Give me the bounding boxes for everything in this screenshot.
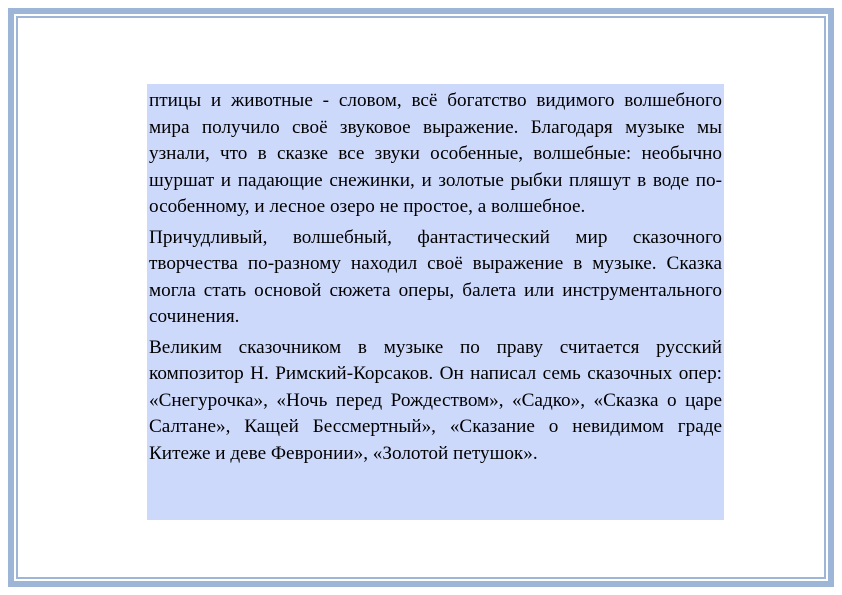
paragraph-1: птицы и животные - словом, всё богатство видимого волшебного мира получило своё звуковое выражение. Благодаря музыке мы узнали, что в сказке все звуки особенные, волшебные: необычно шуршат и падающие снежинки, и золотые рыбки пляшут в воде по-особенному, и лесное озеро не простое, а волшебное. <box>149 90 722 217</box>
paragraph-3: Великим сказочником в музыке по праву считается русский композитор Н. Римский-Корсаков. Он написал семь сказочных опер: «Снегурочка», «Ночь перед Рождеством», «Садко», «Сказка о царе Салтане», Кащей Бессмертный», «Сказание о невидимом граде Китеже и деве Февронии», «Золотой петушок». <box>149 336 722 464</box>
text-box <box>147 84 724 520</box>
paragraph-2: Причудливый, волшебный, фантастический мир сказочного творчества по-разному находил своё выражение в музыке. Сказка могла стать основой сюжета оперы, балета или инструментального сочинения. <box>149 226 722 327</box>
